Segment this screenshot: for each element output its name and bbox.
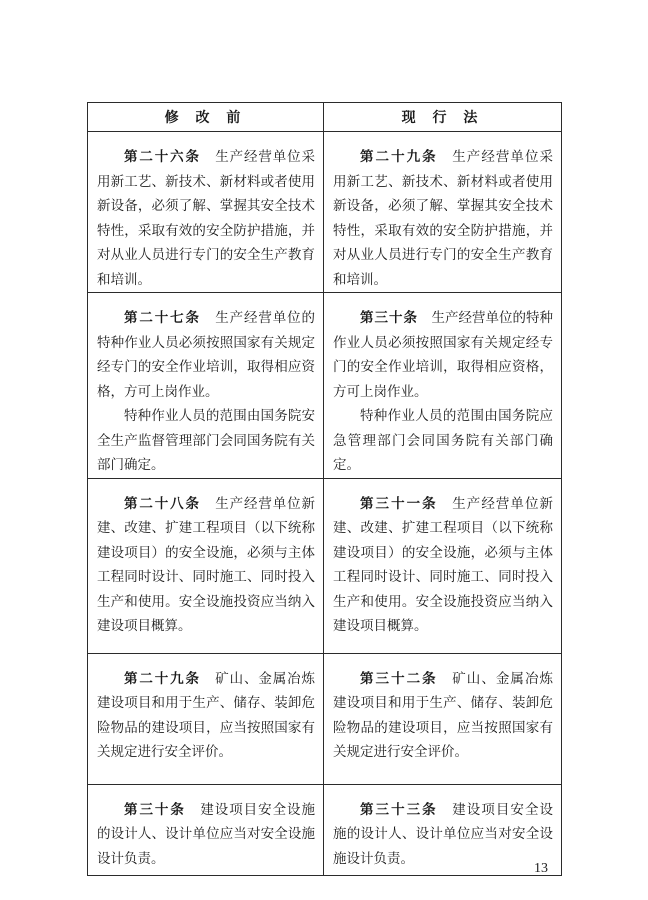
table-row bbox=[88, 784, 562, 875]
article-number: 第二十六条 bbox=[124, 149, 201, 165]
paragraph bbox=[97, 492, 315, 639]
paragraph bbox=[333, 798, 553, 872]
current-cell bbox=[324, 132, 562, 293]
paragraph bbox=[333, 145, 553, 292]
article-text: 生产经营单位采用新工艺、新技术、新材料或者使用新设备，必须了解、掌握其安全技术特性，采取有效的安全防护措施，并对从业人员进行专门的安全生产教育和培训。 bbox=[333, 149, 554, 288]
before-cell bbox=[88, 293, 324, 479]
article-number: 第二十九条 bbox=[124, 670, 201, 687]
paragraph bbox=[97, 145, 315, 292]
paragraph bbox=[97, 306, 315, 404]
table-header-row bbox=[88, 103, 562, 132]
table-row bbox=[88, 478, 562, 653]
current-cell bbox=[324, 784, 562, 875]
column-header-before: 修 改 前 bbox=[88, 103, 324, 132]
article-number: 第二十八条 bbox=[124, 495, 201, 512]
before-cell bbox=[88, 653, 324, 784]
article-text: 生产经营单位的特种作业人员必须按照国家有关规定经专门的安全作业培训，取得相应资格，方可上岗作业。 bbox=[97, 310, 315, 400]
article-text: 建设项目安全设施的设计人、设计单位应当对安全设施设计负责。 bbox=[97, 801, 316, 867]
article-number: 第二十七条 bbox=[124, 310, 201, 326]
article-text: 矿山、金属冶炼建设项目和用于生产、储存、装卸危险物品的建设项目，应当按照国家有关规定进行安全评价。 bbox=[333, 670, 554, 760]
paragraph bbox=[97, 667, 315, 765]
article-number: 第三十二条 bbox=[360, 670, 438, 687]
current-cell bbox=[324, 478, 562, 653]
paragraph bbox=[333, 667, 553, 765]
article-text: 矿山、金属冶炼建设项目和用于生产、储存、装卸危险物品的建设项目，应当按照国家有关规定进行安全评价。 bbox=[97, 670, 315, 760]
article-text: 生产经营单位新建、改建、扩建工程项目（以下统称建设项目）的安全设施，必须与主体工程同时设计、同时施工、同时投入生产和使用。安全设施投资应当纳入建设项目概算。 bbox=[333, 495, 554, 634]
article-number: 第二十九条 bbox=[360, 149, 438, 165]
paragraph: 特种作业人员的范围由国务院安全生产监督管理部门会同国务院有关部门确定。 bbox=[97, 408, 315, 473]
before-cell bbox=[88, 132, 324, 293]
table-row bbox=[88, 293, 562, 479]
column-header-current: 现 行 法 bbox=[324, 103, 562, 132]
paragraph bbox=[333, 306, 553, 404]
article-number: 第三十条 bbox=[124, 801, 186, 818]
article-number: 第三十三条 bbox=[360, 801, 438, 818]
page-number: 13 bbox=[534, 861, 548, 876]
comparison-table bbox=[87, 102, 562, 876]
before-cell bbox=[88, 784, 324, 875]
table-row bbox=[88, 132, 562, 293]
paragraph: 特种作业人员的范围由国务院应急管理部门会同国务院有关部门确定。 bbox=[333, 408, 553, 473]
before-cell bbox=[88, 478, 324, 653]
paragraph bbox=[333, 492, 553, 639]
article-number: 第三十条 bbox=[360, 310, 418, 326]
article-text: 生产经营单位的特种作业人员必须按照国家有关规定经专门的安全作业培训，取得相应资格，方可上岗作业。 bbox=[333, 310, 553, 400]
article-text: 生产经营单位新建、改建、扩建工程项目（以下统称建设项目）的安全设施，必须与主体工程同时设计、同时施工、同时投入生产和使用。安全设施投资应当纳入建设项目概算。 bbox=[97, 495, 315, 634]
current-cell bbox=[324, 293, 562, 479]
article-text: 建设项目安全设施的设计人、设计单位应当对安全设施设计负责。 bbox=[333, 801, 554, 867]
article-text: 生产经营单位采用新工艺、新技术、新材料或者使用新设备，必须了解、掌握其安全技术特性，采取有效的安全防护措施，并对从业人员进行专门的安全生产教育和培训。 bbox=[97, 149, 315, 288]
table-row bbox=[88, 653, 562, 784]
current-cell bbox=[324, 653, 562, 784]
paragraph bbox=[97, 798, 315, 872]
article-number: 第三十一条 bbox=[360, 495, 438, 512]
